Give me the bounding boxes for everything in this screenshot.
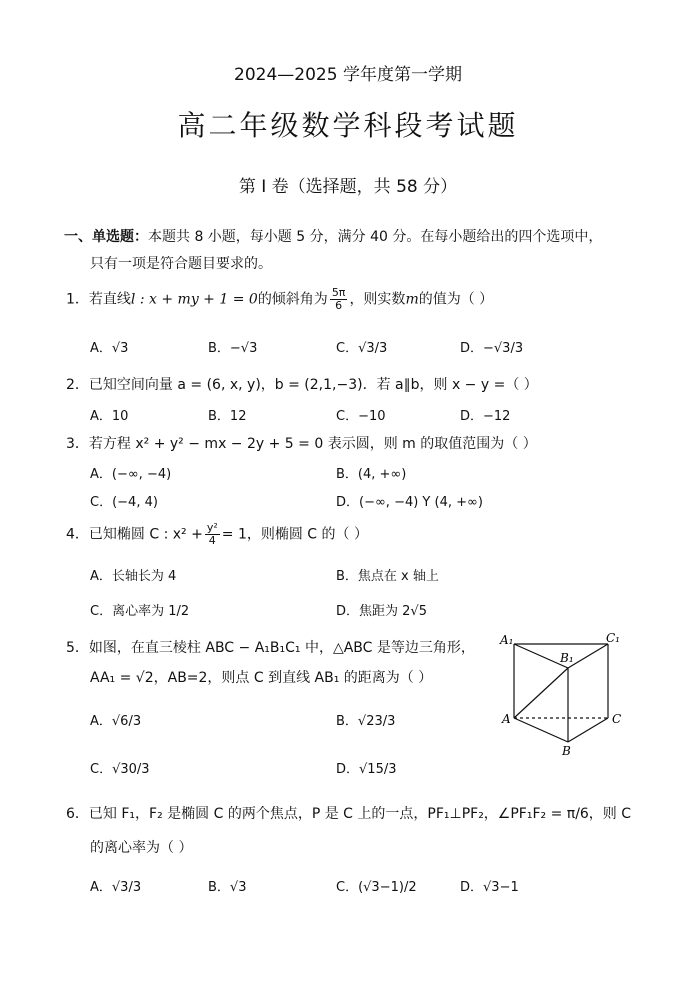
question-text: 的值为（ ） <box>418 291 494 308</box>
option-b: B．−√3 <box>208 341 258 356</box>
exam-title: 高二年级数学科段考试题 <box>177 109 519 142</box>
option-d: D．焦距为 2√5 <box>336 604 427 619</box>
label-c1: C₁ <box>606 631 620 645</box>
question-text: 已知 F₁，F₂ 是椭圆 C 的两个焦点，P 是 C 上的一点，PF₁⊥PF₂，∠PF₁F₂ = π/6，则 C <box>88 806 632 822</box>
question-number: 3． <box>66 436 89 452</box>
option-a: A．(−∞, −4) <box>90 467 172 482</box>
fraction <box>330 287 348 312</box>
question-text: ，则实数 <box>349 291 406 308</box>
option-d: D．−12 <box>460 409 511 424</box>
question-number: 6． <box>66 806 89 822</box>
option-a: A．√6/3 <box>90 714 142 729</box>
option-a: A．√3/3 <box>90 880 142 895</box>
option-b: B．√23/3 <box>336 714 396 729</box>
option-c: C．√3/3 <box>336 341 388 356</box>
option-d: D．√3−1 <box>460 880 519 895</box>
fraction-denominator: 4 <box>208 534 216 547</box>
question-number: 4． <box>66 526 89 543</box>
label-c: C <box>612 712 622 726</box>
exam-term: 2024—2025 学年度第一学期 <box>234 65 462 85</box>
option-d: D．−√3/3 <box>460 341 524 356</box>
option-d: D．(−∞, −4) Y (4, +∞) <box>336 495 483 510</box>
option-b: B．12 <box>208 409 247 424</box>
math-expression: l : x + my + 1 = 0 <box>130 291 258 308</box>
option-c: C．√30/3 <box>90 762 150 777</box>
option-c: C．−10 <box>336 409 386 424</box>
question-5-line2: AA₁ = √2，AB=2，则点 C 到直线 AB₁ 的距离为（ ） <box>90 670 433 686</box>
section-intro-line2: 只有一项是符合题目要求的。 <box>90 256 272 272</box>
volume-heading: 第 I 卷（选择题，共 58 分） <box>238 177 458 197</box>
question-2 <box>66 374 538 394</box>
label-b: B <box>562 744 571 758</box>
question-number: 1． <box>66 291 89 308</box>
fraction-denominator: 6 <box>335 299 343 312</box>
section-heading: 一、单选题： <box>64 229 148 245</box>
label-a: A <box>502 712 511 726</box>
segment-ab1 <box>514 668 568 718</box>
question-text: 如图，在直三棱柱 ABC − A₁B₁C₁ 中，△ABC 是等边三角形， <box>88 640 475 656</box>
option-a: A．长轴长为 4 <box>90 569 177 584</box>
option-a: A．√3 <box>90 341 129 356</box>
option-c: C．(√3−1)/2 <box>336 880 417 895</box>
fraction <box>205 522 220 547</box>
question-3 <box>66 433 537 453</box>
question-6 <box>66 803 631 823</box>
question-text: = 1，则椭圆 C 的（ ） <box>221 526 368 543</box>
math-variable: m <box>405 291 419 308</box>
label-b1: B₁ <box>560 651 574 665</box>
option-a: A．10 <box>90 409 129 424</box>
question-text: 已知空间向量 a = (6, x, y)，b = (2,1,−3)．若 a∥b，则 x − y =（ ） <box>88 377 538 393</box>
question-text: 若方程 x² + y² − mx − 2y + 5 = 0 表示圆，则 m 的取值范围为（ ） <box>88 436 537 452</box>
option-d: D．√15/3 <box>336 762 397 777</box>
question-text: 已知椭圆 C : x² + <box>88 526 203 543</box>
question-4 <box>66 522 368 547</box>
edge-b1c1 <box>568 644 608 668</box>
edge-bc <box>568 718 608 742</box>
question-text: 的倾斜角为 <box>257 291 328 308</box>
question-1 <box>66 287 493 312</box>
question-5 <box>66 637 475 657</box>
section-intro <box>64 226 602 246</box>
question-number: 2． <box>66 377 89 393</box>
fraction-numerator: 5π <box>331 286 346 299</box>
prism-figure <box>498 630 628 762</box>
option-b: B．(4, +∞) <box>336 467 407 482</box>
question-number: 5． <box>66 640 89 656</box>
label-a1: A₁ <box>500 633 514 647</box>
question-6-line2: 的离心率为（ ） <box>90 840 193 856</box>
option-c: C．离心率为 1/2 <box>90 604 190 619</box>
option-c: C．(−4, 4) <box>90 495 158 510</box>
fraction-numerator: y² <box>206 521 218 534</box>
edge-ab <box>514 718 568 742</box>
section-intro-line1: 本题共 8 小题，每小题 5 分，满分 40 分。在每小题给出的四个选项中， <box>148 229 603 245</box>
option-b: B．√3 <box>208 880 247 895</box>
option-b: B．焦点在 x 轴上 <box>336 569 439 584</box>
question-text: 若直线 <box>88 291 131 308</box>
